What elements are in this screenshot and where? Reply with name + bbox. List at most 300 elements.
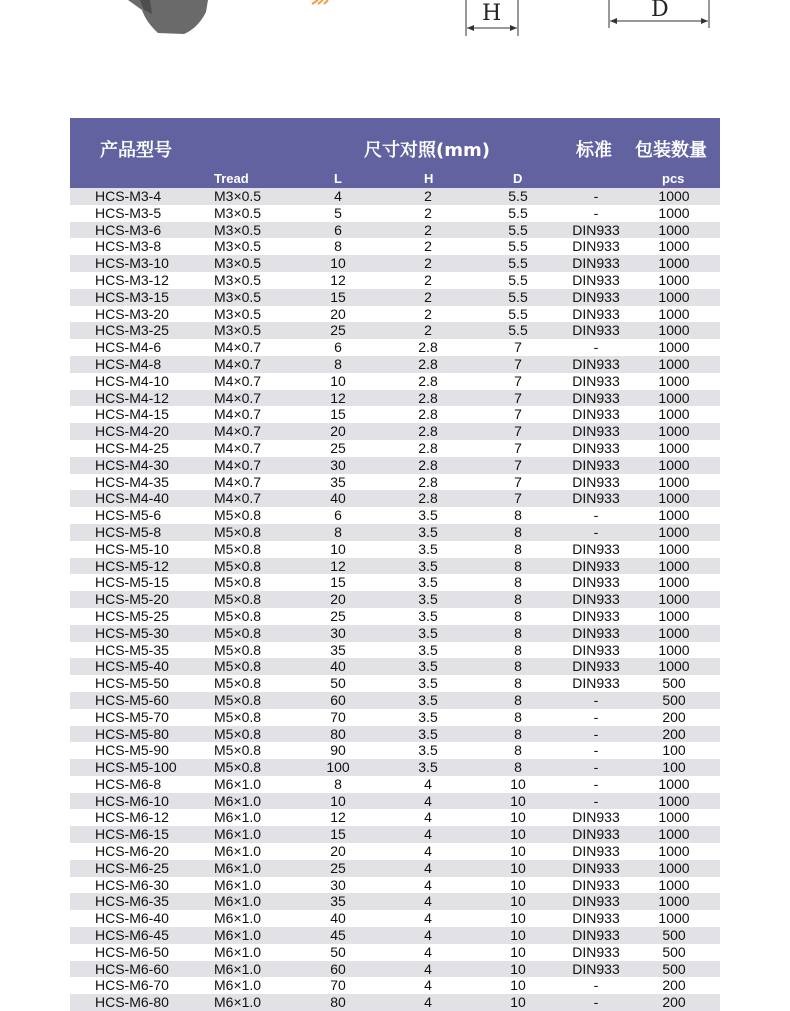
packing-cell: 1000 [658,288,690,305]
packing-cell: 1000 [658,540,690,557]
head-width-cell: 5.5 [508,288,528,305]
length-cell: 30 [330,456,346,473]
length-cell: 15 [330,406,346,423]
length-cell: 80 [330,994,346,1011]
head-height-cell: 2 [424,238,432,255]
standard-cell: DIN933 [572,540,620,557]
length-cell: 10 [330,792,346,809]
packing-cell: 1000 [658,423,690,440]
model-cell: HCS-M4-10 [95,372,169,389]
model-cell: HCS-M5-25 [95,607,169,624]
standard-cell: DIN933 [572,641,620,658]
model-cell: HCS-M6-80 [95,994,169,1011]
model-cell: HCS-M5-12 [95,557,169,574]
head-height-cell: 4 [424,960,432,977]
packing-cell: 1000 [658,439,690,456]
length-cell: 70 [330,977,346,994]
model-cell: HCS-M4-40 [95,490,169,507]
table-row [70,591,720,608]
standard-cell: DIN933 [572,658,620,675]
table-row [70,390,720,407]
head-height-cell: 2.8 [418,372,438,389]
thread-cell: M4×0.7 [214,473,262,490]
packing-cell: 1000 [658,188,690,204]
head-width-cell: 5.5 [508,322,528,339]
length-cell: 90 [330,742,346,759]
table-row [70,373,720,390]
thread-cell: M4×0.7 [214,372,262,389]
standard-cell: - [593,204,599,221]
model-cell: HCS-M4-30 [95,456,169,473]
head-width-cell: 8 [514,574,522,591]
model-cell: HCS-M5-35 [95,641,169,658]
dim-h-label: H [482,1,502,26]
thread-cell: M6×1.0 [214,876,262,893]
table-row [70,625,720,642]
length-cell: 45 [330,927,346,944]
standard-cell: DIN933 [572,859,620,876]
model-cell: HCS-M3-10 [95,255,169,272]
packing-cell: 1000 [658,372,690,389]
head-height-cell: 4 [424,943,432,960]
standard-cell: DIN933 [572,910,620,927]
length-cell: 5 [334,204,342,221]
head-width-cell: 10 [510,943,526,960]
packing-cell: 1000 [658,221,690,238]
standard-cell: - [593,792,599,809]
standard-cell: - [593,708,599,725]
thread-cell: M4×0.7 [214,456,262,473]
standard-cell: DIN933 [572,624,620,641]
table-row [70,809,720,826]
packing-cell: 500 [662,691,686,708]
length-cell: 40 [330,490,346,507]
length-cell: 60 [330,691,346,708]
length-cell: 6 [334,507,342,524]
table-row [70,675,720,692]
length-cell: 25 [330,607,346,624]
model-cell: HCS-M5-90 [95,742,169,759]
packing-cell: 1000 [658,574,690,591]
length-cell: 60 [330,960,346,977]
model-cell: HCS-M3-6 [95,221,162,238]
head-height-cell: 4 [424,893,432,910]
length-cell: 8 [334,238,342,255]
head-height-cell: 2.8 [418,355,438,372]
standard-cell: DIN933 [572,288,620,305]
head-height-cell: 2 [424,271,432,288]
thread-cell: M4×0.7 [214,355,262,372]
packing-cell: 1000 [658,355,690,372]
head-height-cell: 4 [424,809,432,826]
head-width-cell: 7 [514,339,522,356]
standard-cell: DIN933 [572,607,620,624]
thread-cell: M6×1.0 [214,826,262,843]
head-height-cell: 4 [424,977,432,994]
length-cell: 35 [330,473,346,490]
standard-cell: DIN933 [572,893,620,910]
dim-d-label: D [651,0,669,22]
header-unit: pcs [662,171,685,186]
thread-cell: M5×0.8 [214,742,262,759]
standard-cell: DIN933 [572,943,620,960]
head-height-cell: 3.5 [418,675,438,692]
head-width-cell: 5.5 [508,221,528,238]
standard-cell: DIN933 [572,305,620,322]
standard-cell: DIN933 [572,960,620,977]
model-cell: HCS-M3-25 [95,322,169,339]
table-row [70,793,720,810]
header-L: L [334,171,342,186]
head-height-cell: 2.8 [418,473,438,490]
header-standard: 标准 [576,140,612,161]
head-height-cell: 4 [424,876,432,893]
table-row [70,961,720,978]
table-row [70,893,720,910]
model-cell: HCS-M6-30 [95,876,169,893]
model-cell: HCS-M6-35 [95,893,169,910]
length-cell: 70 [330,708,346,725]
standard-cell: DIN933 [572,439,620,456]
standard-cell: DIN933 [572,574,620,591]
head-height-cell: 2.8 [418,490,438,507]
head-height-cell: 3.5 [418,658,438,675]
head-height-cell: 3.5 [418,557,438,574]
model-cell: HCS-M5-20 [95,591,169,608]
table-row [70,356,720,373]
table-row [70,558,720,575]
table-row [70,490,720,507]
thread-cell: M3×0.5 [214,305,262,322]
packing-cell: 1000 [658,305,690,322]
table-row [70,322,720,339]
model-cell: HCS-M6-60 [95,960,169,977]
packing-cell: 1000 [658,389,690,406]
table-row [70,541,720,558]
head-width-cell: 7 [514,389,522,406]
thread-cell: M6×1.0 [214,843,262,860]
packing-cell: 100 [662,742,686,759]
head-width-cell: 8 [514,658,522,675]
head-width-cell: 8 [514,557,522,574]
thread-cell: M5×0.8 [214,641,262,658]
model-cell: HCS-M3-20 [95,305,169,322]
head-height-cell: 3.5 [418,540,438,557]
packing-cell: 200 [662,977,686,994]
thread-cell: M6×1.0 [214,994,262,1011]
standard-cell: - [593,523,599,540]
table-row [70,994,720,1011]
standard-cell: DIN933 [572,271,620,288]
head-width-cell: 8 [514,691,522,708]
model-cell: HCS-M5-15 [95,574,169,591]
head-width-cell: 8 [514,591,522,608]
head-height-cell: 4 [424,910,432,927]
table-row [70,642,720,659]
model-cell: HCS-M3-8 [95,238,162,255]
standard-cell: - [593,188,599,204]
table-row [70,709,720,726]
model-cell: HCS-M5-8 [95,523,162,540]
thread-cell: M6×1.0 [214,792,262,809]
head-width-cell: 10 [510,775,526,792]
table-row [70,910,720,927]
packing-cell: 1000 [658,557,690,574]
length-cell: 35 [330,641,346,658]
table-row [70,474,720,491]
head-width-cell: 5.5 [508,238,528,255]
model-cell: HCS-M4-25 [95,439,169,456]
packing-cell: 1000 [658,893,690,910]
table-row [70,524,720,541]
standard-cell: DIN933 [572,406,620,423]
thread-cell: M6×1.0 [214,943,262,960]
model-cell: HCS-M4-20 [95,423,169,440]
packing-cell: 500 [662,675,686,692]
head-height-cell: 4 [424,826,432,843]
head-width-cell: 7 [514,372,522,389]
head-width-cell: 10 [510,876,526,893]
length-cell: 10 [330,540,346,557]
length-cell: 30 [330,876,346,893]
packing-cell: 1000 [658,473,690,490]
table-row [70,877,720,894]
model-cell: HCS-M5-10 [95,540,169,557]
packing-cell: 1000 [658,523,690,540]
length-cell: 80 [330,725,346,742]
table-row [70,238,720,255]
head-height-cell: 2.8 [418,456,438,473]
standard-cell: - [593,977,599,994]
standard-cell: DIN933 [572,490,620,507]
head-height-cell: 2.8 [418,423,438,440]
head-height-cell: 4 [424,927,432,944]
length-cell: 15 [330,574,346,591]
packing-cell: 100 [662,759,686,776]
model-cell: HCS-M3-4 [95,188,162,204]
thread-cell: M4×0.7 [214,490,262,507]
spec-table [70,118,720,1011]
model-cell: HCS-M4-6 [95,339,162,356]
table-row [70,843,720,860]
length-cell: 6 [334,339,342,356]
head-height-cell: 2 [424,188,432,204]
table-row [70,726,720,743]
model-cell: HCS-M5-70 [95,708,169,725]
head-height-cell: 3.5 [418,725,438,742]
table-row [70,759,720,776]
packing-cell: 1000 [658,507,690,524]
model-cell: HCS-M4-12 [95,389,169,406]
standard-cell: DIN933 [572,809,620,826]
thread-cell: M3×0.5 [214,204,262,221]
thread-cell: M6×1.0 [214,977,262,994]
head-width-cell: 7 [514,406,522,423]
head-width-cell: 8 [514,624,522,641]
table-row [70,255,720,272]
thread-cell: M6×1.0 [214,859,262,876]
packing-cell: 1000 [658,406,690,423]
length-cell: 12 [330,389,346,406]
head-width-cell: 10 [510,910,526,927]
length-cell: 8 [334,523,342,540]
standard-cell: DIN933 [572,843,620,860]
model-cell: HCS-M5-80 [95,725,169,742]
table-row [70,306,720,323]
model-cell: HCS-M4-15 [95,406,169,423]
standard-cell: DIN933 [572,927,620,944]
thread-cell: M5×0.8 [214,708,262,725]
head-width-cell: 8 [514,725,522,742]
model-cell: HCS-M5-30 [95,624,169,641]
length-cell: 35 [330,893,346,910]
model-cell: HCS-M6-15 [95,826,169,843]
model-cell: HCS-M3-12 [95,271,169,288]
head-width-cell: 10 [510,927,526,944]
head-width-cell: 8 [514,708,522,725]
packing-cell: 1000 [658,607,690,624]
head-width-cell: 10 [510,826,526,843]
standard-cell: DIN933 [572,473,620,490]
model-cell: HCS-M4-8 [95,355,162,372]
head-width-cell: 7 [514,355,522,372]
packing-cell: 1000 [658,658,690,675]
model-cell: HCS-M5-50 [95,675,169,692]
thread-cell: M3×0.5 [214,288,262,305]
table-row [70,776,720,793]
table-row [70,289,720,306]
length-cell: 8 [334,775,342,792]
thread-cell: M3×0.5 [214,188,262,204]
head-width-cell: 5.5 [508,305,528,322]
thread-cell: M5×0.8 [214,574,262,591]
table-row [70,860,720,877]
header-dimensions: 尺寸对照(mm) [364,140,490,161]
head-height-cell: 3.5 [418,523,438,540]
standard-cell: DIN933 [572,322,620,339]
model-cell: HCS-M6-45 [95,927,169,944]
head-height-cell: 2.8 [418,339,438,356]
packing-cell: 200 [662,708,686,725]
table-row [70,205,720,222]
model-cell: HCS-M5-40 [95,658,169,675]
length-cell: 15 [330,288,346,305]
table-row [70,188,720,205]
screw-head-image [128,0,208,34]
packing-cell: 1000 [658,456,690,473]
packing-cell: 1000 [658,591,690,608]
head-height-cell: 3.5 [418,507,438,524]
packing-cell: 1000 [658,843,690,860]
head-height-cell: 3.5 [418,742,438,759]
head-width-cell: 10 [510,977,526,994]
head-width-cell: 8 [514,675,522,692]
model-cell: HCS-M6-25 [95,859,169,876]
standard-cell: - [593,507,599,524]
table-row [70,339,720,356]
standard-cell: DIN933 [572,557,620,574]
standard-cell: DIN933 [572,355,620,372]
length-cell: 12 [330,271,346,288]
thread-cell: M5×0.8 [214,675,262,692]
head-width-cell: 10 [510,792,526,809]
length-cell: 6 [334,221,342,238]
head-width-cell: 8 [514,523,522,540]
accent-marks [312,0,328,4]
thread-cell: M6×1.0 [214,893,262,910]
packing-cell: 1000 [658,339,690,356]
head-width-cell: 7 [514,423,522,440]
length-cell: 15 [330,826,346,843]
head-height-cell: 2 [424,288,432,305]
head-width-cell: 10 [510,809,526,826]
head-width-cell: 7 [514,473,522,490]
head-height-cell: 3.5 [418,591,438,608]
table-row [70,423,720,440]
thread-cell: M6×1.0 [214,775,262,792]
packing-cell: 1000 [658,826,690,843]
head-width-cell: 5.5 [508,188,528,204]
head-width-cell: 8 [514,742,522,759]
length-cell: 12 [330,809,346,826]
thread-cell: M5×0.8 [214,507,262,524]
thread-cell: M3×0.5 [214,271,262,288]
header-model: 产品型号 [100,140,172,161]
head-height-cell: 2 [424,305,432,322]
header-H: H [424,171,434,186]
table-row [70,457,720,474]
packing-cell: 500 [662,960,686,977]
packing-cell: 1000 [658,322,690,339]
thread-cell: M5×0.8 [214,624,262,641]
thread-cell: M3×0.5 [214,221,262,238]
packing-cell: 1000 [658,255,690,272]
standard-cell: DIN933 [572,675,620,692]
head-height-cell: 2 [424,322,432,339]
thread-cell: M4×0.7 [214,439,262,456]
dimension-drawing [0,0,790,60]
packing-cell: 1000 [658,775,690,792]
packing-cell: 1000 [658,271,690,288]
length-cell: 20 [330,843,346,860]
standard-cell: DIN933 [572,255,620,272]
head-height-cell: 3.5 [418,708,438,725]
thread-cell: M4×0.7 [214,339,262,356]
length-cell: 12 [330,557,346,574]
standard-cell: - [593,994,599,1011]
model-cell: HCS-M6-12 [95,809,169,826]
head-height-cell: 4 [424,859,432,876]
table-row [70,742,720,759]
length-cell: 40 [330,910,346,927]
head-height-cell: 3.5 [418,607,438,624]
thread-cell: M5×0.8 [214,591,262,608]
head-width-cell: 5.5 [508,255,528,272]
table-row [70,658,720,675]
head-width-cell: 10 [510,859,526,876]
table-body [70,188,720,1011]
head-width-cell: 10 [510,960,526,977]
packing-cell: 1000 [658,641,690,658]
packing-cell: 200 [662,725,686,742]
length-cell: 25 [330,439,346,456]
head-width-cell: 8 [514,507,522,524]
model-cell: HCS-M3-5 [95,204,162,221]
table-row [70,692,720,709]
head-height-cell: 2.8 [418,439,438,456]
table-row [70,977,720,994]
thread-cell: M5×0.8 [214,540,262,557]
